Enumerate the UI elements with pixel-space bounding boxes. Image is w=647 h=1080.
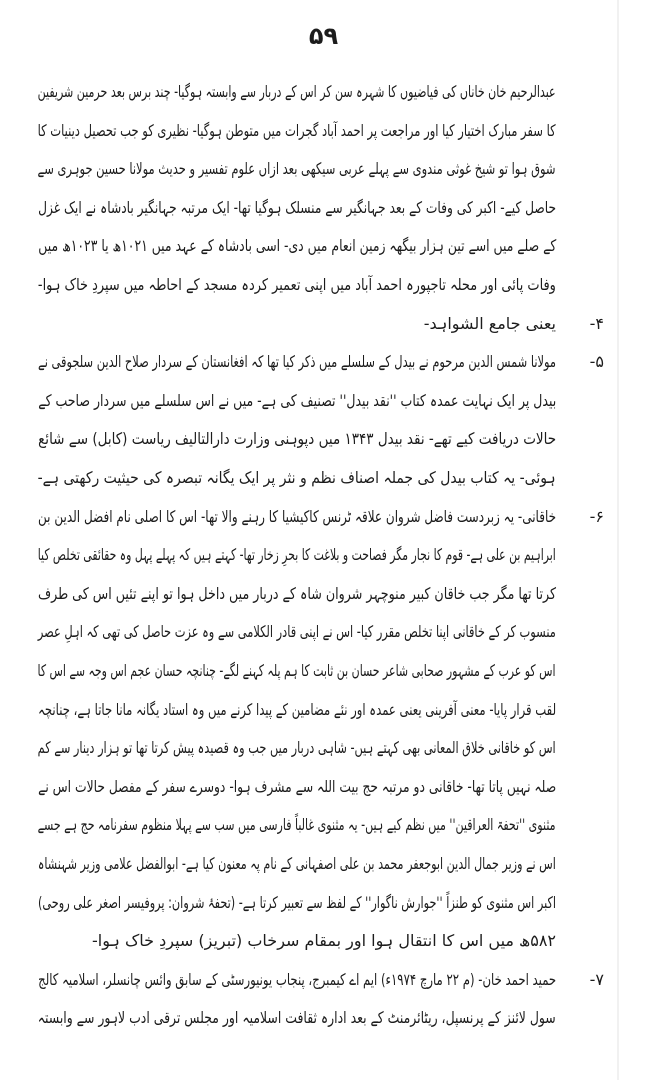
paragraph-line	[38, 151, 556, 187]
paragraph-line	[38, 74, 556, 110]
footnote-line	[38, 614, 556, 650]
footnote-line	[38, 537, 556, 573]
paragraph-line	[38, 228, 556, 264]
footnote-line	[38, 306, 556, 342]
line-text: ۵۸۲ھ میں اس کا انتقال ہوا اور بمقام سرخاب (تبریز) سپردِ خاک ہوا-	[92, 931, 556, 951]
page-number: ۵۹	[308, 22, 339, 50]
line-text: وفات پائی اور محلہ تاجپورہ احمد آباد میں اپنی تعمیر کردہ مسجد کے احاطہ میں سپردِ خاک ہوا-	[38, 275, 556, 294]
footnote-line	[38, 692, 556, 728]
footnote-line	[38, 460, 556, 496]
footnote-line	[38, 769, 556, 805]
paragraph-line	[38, 190, 556, 226]
footnote-line	[38, 383, 556, 419]
footnote-line	[38, 576, 556, 612]
line-text: اکبر اس مثنوی کو طنزاً ''جوارش ناگوار'' کے لفظ سے تعبیر کرتا ہے- (تحفۂ شروان: پروفیسر اصغر علی روحی)	[38, 892, 556, 912]
line-text: مثنوی ''تحفۃ العراقین'' میں نظم کیے ہیں- یہ مثنوی غالباً فارسی میں سب سے پہلا منظوم سفرنامہ حج ہے جسے	[38, 815, 556, 835]
line-text: اس کو عرب کے مشہور صحابی شاعر حسان بن ثابت کا ہم پلہ کہنے لگے- چنانچہ حسان عجم اس وجہ سے اس کا	[38, 661, 556, 680]
line-text: شوق ہوا تو شیخ غوثی مندوی سے پہلے عربی سیکھی بعد ازاں علوم تفسیر و حدیث مولانا حسین جوہری سے	[38, 159, 556, 179]
footnote-line	[38, 730, 556, 766]
line-text: اس نے وزیر جمال الدین ابوجعفر محمد بن علی اصفہانی کے نام پہ معنون کیا ہے- ابوالفضل علامی وزیر شہنشاہ	[38, 854, 556, 873]
page-edge	[617, 0, 619, 1080]
line-text: حاصل کیے- اکبر کی وفات کے بعد جہانگیر سے منسلک ہوگیا تھا- ایک مرتبہ جہانگیر بادشاہ نے ایک غزل	[38, 197, 556, 217]
line-text: خاقانی- یہ زبردست فاضل شروان علاقہ ٹرنس کاکیشیا کا رہنے والا تھا- اس کا اصلی نام افضل الدین بن	[38, 506, 556, 526]
line-text: یعنی جامع الشواہد-	[423, 313, 556, 333]
footnote-line	[38, 344, 556, 380]
footnote-line	[38, 653, 556, 689]
footnote-number: ۷-	[589, 969, 604, 989]
footnote-number: ۶-	[589, 506, 604, 526]
footnote-number: ۴-	[589, 313, 604, 333]
line-text: بیدل پر ایک نہایت عمدہ کتاب ''نقد بیدل'' تصنیف کی ہے- میں نے اس سلسلے میں سردار صاحب کے	[38, 390, 556, 410]
footnote-line	[38, 421, 556, 457]
paragraph-line	[38, 267, 556, 303]
line-text: عبدالرحیم خان خاناں کی فیاضیوں کا شہرہ سن کر اس کے دربار سے وابستہ ہوگیا- چند برس بعد حرمین شریفین	[38, 82, 556, 101]
line-text: ہوئی- یہ کتاب بیدل کی جملہ اصناف نظم و نثر پر ایک یگانہ تبصرہ کی حیثیت رکھتی ہے-	[38, 468, 556, 487]
line-text: ابراہیم بن علی ہے- قوم کا نجار مگر فصاحت و بلاغت کا بحرِ زخار تھا- کہتے ہیں کہ پہلے پہل وہ حقائقی تخلص کیا	[38, 545, 556, 565]
line-text: کا سفر مبارک اختیار کیا اور مراجعت پر احمد آباد گجرات میں متوطن ہوگیا- نظیری کو جب تحصیل دینیات کا	[38, 120, 556, 140]
line-text: حالات دریافت کیے تھے- نقد بیدل ۱۳۴۳ میں دپوہنی وزارت دارالتالیف ریاست (کابل) سے شائع	[38, 429, 556, 449]
line-text: سول لائنز کے پرنسپل، ریٹائرمنٹ کے بعد ادارہ ثقافت اسلامیہ اور مجلس ترقی ادب لاہور سے وابستہ	[38, 1008, 556, 1028]
line-text: منسوب کر کے خاقانی اپنا تخلص مقرر کیا- اس نے اپنی قادر الکلامی سے وہ عزت حاصل کی تھی کہ اہلِ عصر	[38, 622, 556, 642]
footnote-line	[38, 499, 556, 535]
footnote-line	[38, 846, 556, 882]
footnote-number: ۵-	[589, 352, 604, 372]
footnote-line	[38, 923, 556, 959]
footnote-line	[38, 1000, 556, 1036]
line-text: کرتا تھا مگر جب خاقان کبیر منوچہر شروان شاہ کے دربار میں داخل ہوا تو اپنے تئیں اس کی طرف	[38, 583, 556, 603]
footnote-line	[38, 807, 556, 843]
line-text: صلہ نہیں پاتا تھا- خاقانی دو مرتبہ حج بیت اللہ سے مشرف ہوا- دوسرے سفر کے مفصل حالات اس نے	[38, 776, 556, 796]
footnote-line	[38, 885, 556, 921]
line-text: لقب قرار پایا- معنی آفرینی یعنی عمدہ اور نئے مضامین کے پیدا کرنے میں وہ استاد یگانہ مانا جاتا ہے، چنانچہ	[38, 699, 556, 719]
line-text: اس کو خاقانی خلاق المعانی بھی کہتے ہیں- شاہی دربار میں جب وہ قصیدہ پیش کرتا تھا تو ہزار دینار سے کم	[38, 738, 556, 758]
line-text: کے صلے میں اسے تین ہزار بیگھہ زمین انعام میں دی- اسی بادشاہ کے عہد میں ۱۰۲۱ھ یا ۱۰۲۳ھ میں	[38, 236, 556, 256]
footnote-line	[38, 962, 556, 998]
line-text: حمید احمد خان- (م ۲۲ مارچ ۱۹۷۴ء) ایم اے کیمبرج، پنجاب یونیورسٹی کے سابق وائس چانسلر، اسلامیہ کالج	[38, 969, 556, 989]
paragraph-line	[38, 113, 556, 149]
line-text: مولانا شمس الدین مرحوم نے بیدل کے سلسلے میں ذکر کیا تھا کہ افغانستان کے سردار صلاح الدین سلجوقی نے	[38, 352, 556, 372]
